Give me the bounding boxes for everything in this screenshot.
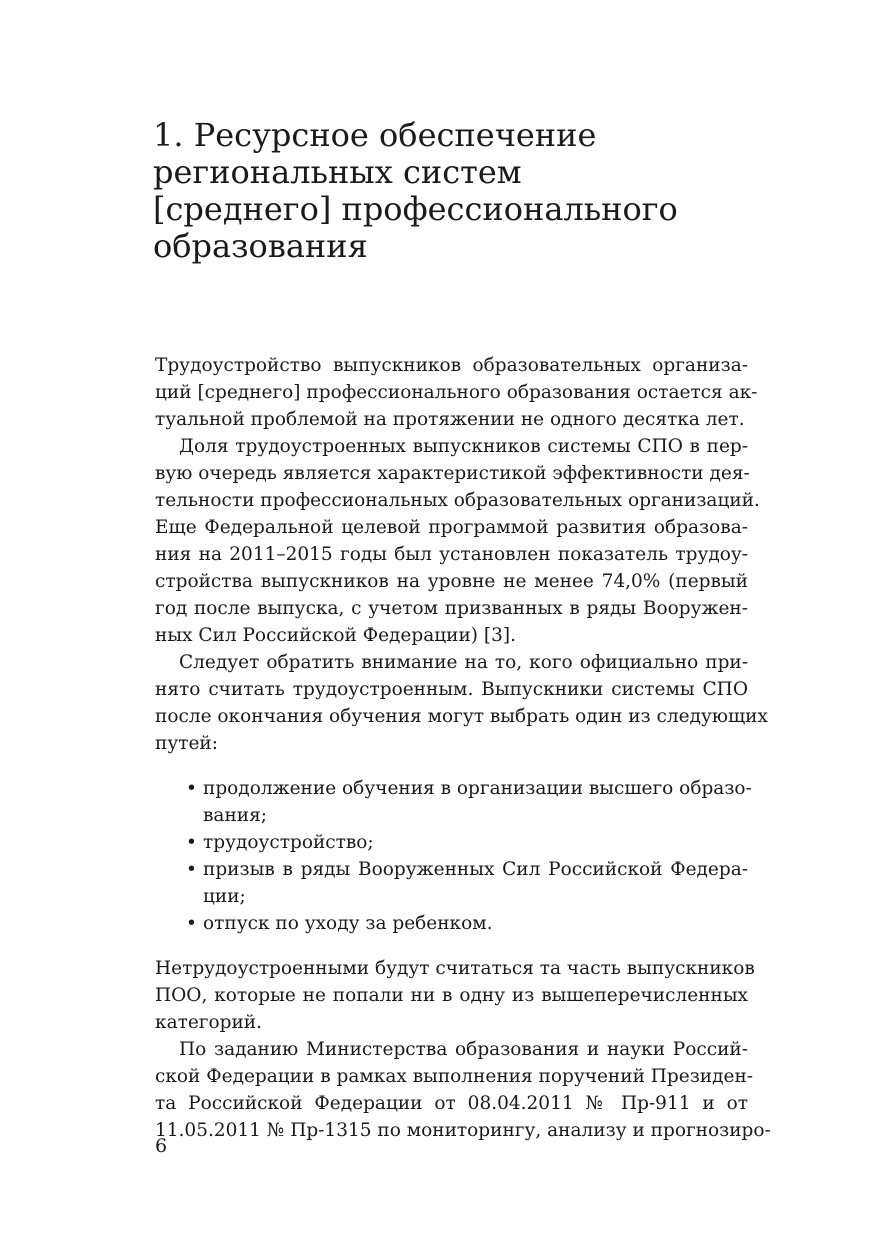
- paragraph-employment-share: [155, 433, 760, 649]
- text-line: Следует обратить внимание на то, кого официально при-: [179, 652, 748, 673]
- text-line: та Российской Федерации от 08.04.2011 № Пр-911 и от: [155, 1093, 748, 1114]
- text-line: ций [среднего] профессионального образования остается ак-: [155, 382, 758, 403]
- text-line: ных Сил Российской Федерации) [3].: [155, 625, 516, 646]
- paragraph-paths: [155, 649, 768, 757]
- text-line: Трудоустройство выпускников образовательных организа-: [155, 355, 748, 376]
- text-line: нято считать трудоустроенным. Выпускники системы СПО: [155, 679, 748, 700]
- text-line: отпуск по уходу за ребенком.: [203, 913, 493, 934]
- bullet-list: [155, 775, 752, 937]
- bullet-icon: •: [186, 913, 197, 934]
- text-line: ции;: [203, 886, 246, 907]
- text-line: ПОО, которые не попали ни в одну из вышеперечисленных: [155, 985, 748, 1006]
- paragraph-ministry: [155, 1036, 771, 1144]
- bullet-icon: •: [186, 832, 197, 853]
- paragraph-intro: [155, 352, 758, 433]
- text-line: Еще Федеральной целевой программой развития образова-: [155, 517, 748, 538]
- list-item: [155, 829, 748, 856]
- text-line: путей:: [155, 733, 218, 754]
- chapter-title-line: 1. Ресурсное обеспечение: [153, 116, 597, 154]
- text-line: после окончания обучения могут выбрать один из следующих: [155, 706, 768, 727]
- text-line: вую очередь является характеристикой эффективности дея-: [155, 463, 750, 484]
- text-line: ния на 2011–2015 годы был установлен показатель трудоу-: [155, 544, 748, 565]
- text-line: продолжение обучения в организации высшего образо-: [203, 778, 752, 799]
- text-line: По заданию Министерства образования и науки Россий-: [179, 1039, 748, 1060]
- list-item: [155, 910, 748, 937]
- body-text: [155, 352, 771, 1144]
- text-line: 11.05.2011 № Пр-1315 по мониторингу, анализу и прогнозиро-: [155, 1120, 771, 1141]
- text-line: Нетрудоустроенными будут считаться та часть выпускников: [155, 958, 755, 979]
- text-line: трудоустройство;: [203, 832, 374, 853]
- page-number: 6: [155, 1135, 168, 1157]
- text-line: тельности профессиональных образовательных организаций.: [155, 490, 760, 511]
- list-item: [155, 775, 752, 829]
- chapter-title-line: региональных систем: [153, 153, 522, 191]
- text-line: вания;: [203, 805, 268, 826]
- bullet-icon: •: [186, 778, 197, 799]
- text-line: ской Федерации в рамках выполнения поручений Президен-: [155, 1066, 754, 1087]
- paragraph-unemployed: [155, 955, 755, 1036]
- text-line: стройства выпускников на уровне не менее 74,0% (первый: [155, 571, 748, 592]
- text-line: Доля трудоустроенных выпускников системы СПО в пер-: [179, 436, 748, 457]
- text-line: призыв в ряды Вооруженных Сил Российской Федера-: [203, 859, 748, 880]
- chapter-title-line: образования: [153, 227, 368, 265]
- text-line: год после выпуска, с учетом призванных в ряды Вооружен-: [155, 598, 748, 619]
- chapter-title-line: [среднего] профессионального: [153, 190, 678, 228]
- text-line: категорий.: [155, 1012, 262, 1033]
- text-line: туальной проблемой на протяжении не одного десятка лет.: [155, 409, 745, 430]
- chapter-title: [153, 117, 753, 265]
- bullet-icon: •: [186, 859, 197, 880]
- list-item: [155, 856, 748, 910]
